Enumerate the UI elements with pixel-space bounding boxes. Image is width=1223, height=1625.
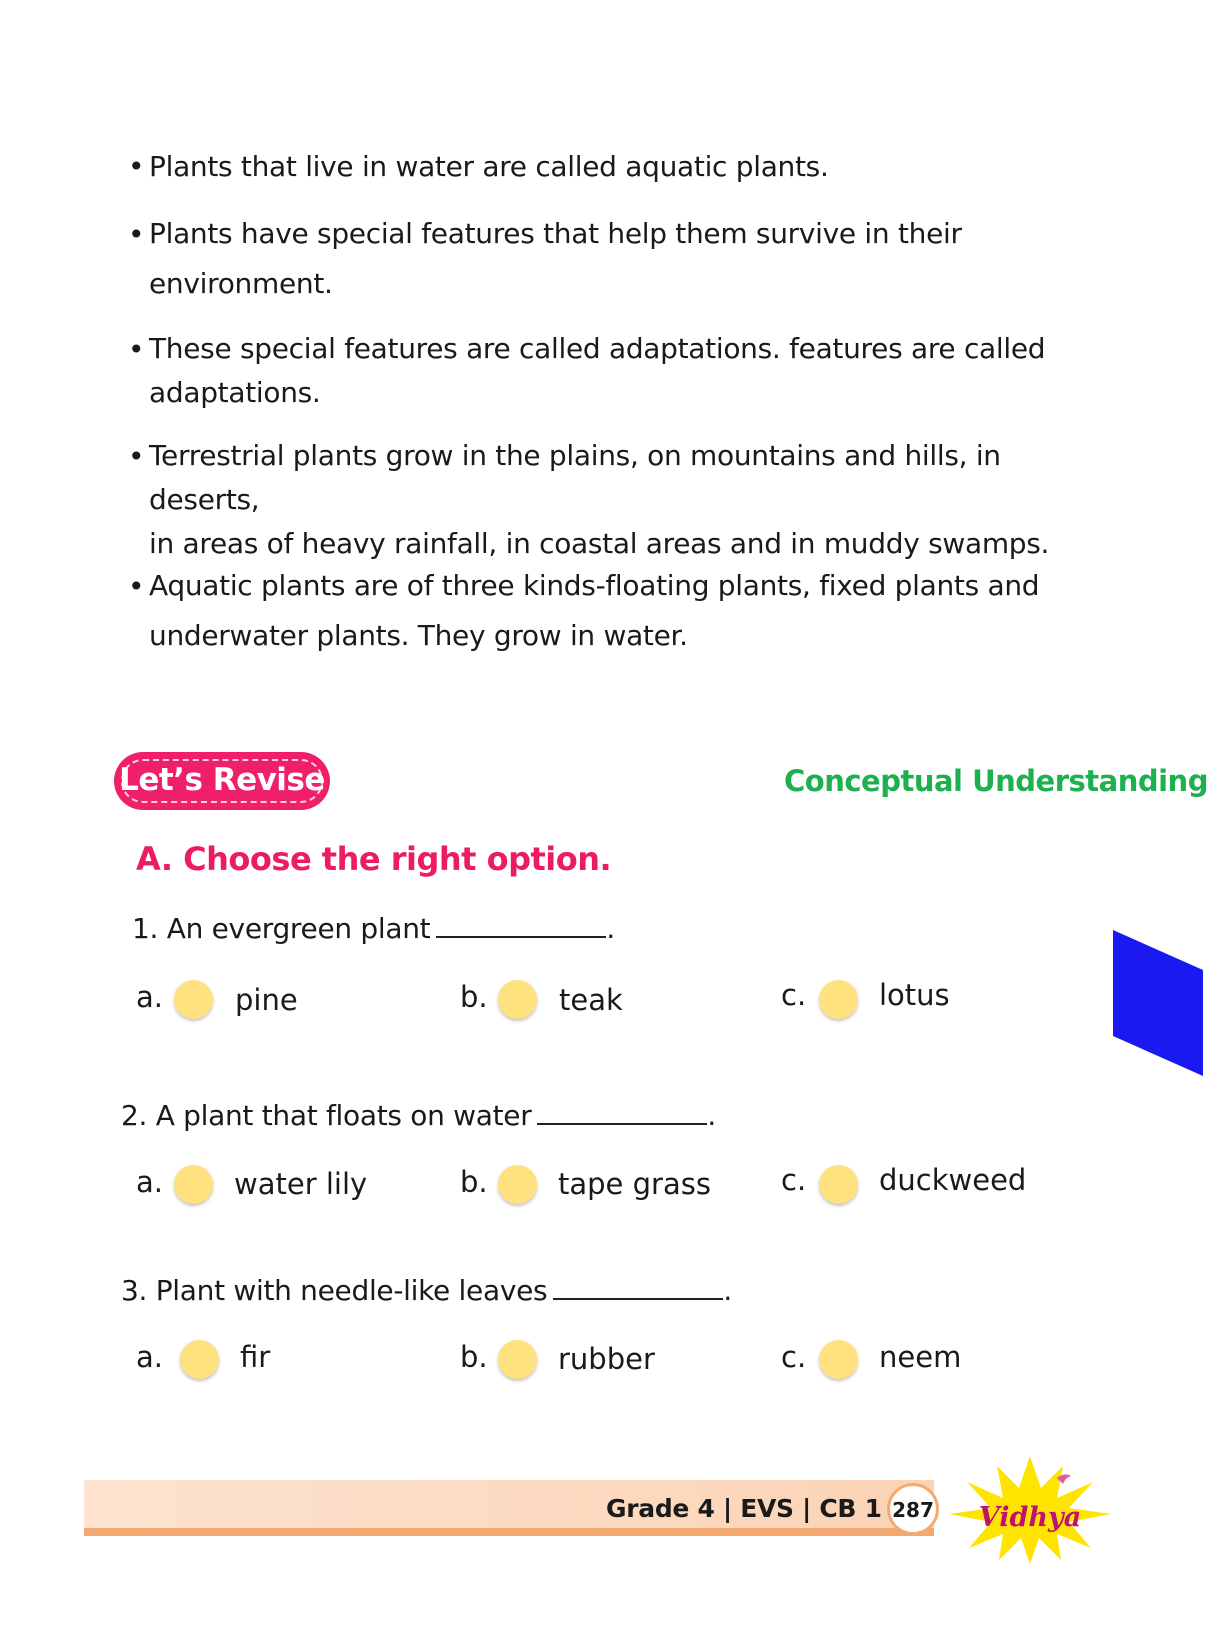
bullet-line: Plants have special features that help them survive in their	[149, 217, 962, 250]
bullet-line: Terrestrial plants grow in the plains, on mountains and hills, in deserts,	[149, 439, 1001, 516]
summary-bullet-4	[128, 439, 1108, 560]
option-circle-icon[interactable]	[819, 980, 858, 1019]
option-letter: c.	[781, 1340, 807, 1374]
answer-blank[interactable]	[537, 1123, 707, 1125]
bullet-mark: •	[128, 218, 145, 251]
section-heading: A. Choose the right option.	[136, 840, 612, 878]
option-text: tape grass	[558, 1167, 711, 1201]
option-1a[interactable]	[136, 980, 336, 1026]
option-circle-icon[interactable]	[174, 1165, 213, 1204]
vidhya-logo	[945, 1452, 1115, 1564]
bullet-line: environment.	[149, 267, 333, 300]
option-text: lotus	[879, 978, 950, 1012]
option-circle-icon[interactable]	[819, 1165, 858, 1204]
summary-bullet-5	[128, 570, 1108, 665]
option-letter: a.	[136, 980, 163, 1014]
question-text: 2. A plant that floats on water	[121, 1099, 532, 1132]
option-text: neem	[879, 1340, 962, 1374]
footer-label: Grade 4 | EVS | CB 1	[606, 1494, 882, 1523]
option-circle-icon[interactable]	[498, 1340, 537, 1379]
option-text: teak	[559, 983, 623, 1017]
option-circle-icon[interactable]	[174, 980, 213, 1019]
option-text: pine	[235, 983, 298, 1017]
option-letter: a.	[136, 1165, 163, 1199]
option-2c[interactable]	[781, 1163, 1061, 1209]
option-circle-icon[interactable]	[498, 1165, 537, 1204]
option-circle-icon[interactable]	[819, 1340, 858, 1379]
summary-bullet-1	[128, 150, 1108, 190]
option-letter: c.	[781, 1163, 807, 1197]
logo-wordmark: Vidhya	[978, 1502, 1082, 1533]
option-text: fir	[240, 1340, 271, 1374]
lets-revise-badge	[114, 752, 330, 810]
answer-blank[interactable]	[553, 1298, 723, 1300]
question-text: 3. Plant with needle-like leaves	[121, 1274, 548, 1307]
bullet-line: These special features are called adaptations. features are called	[149, 332, 1046, 365]
question-text: 1. An evergreen plant	[132, 912, 431, 945]
question-1: 1. An evergreen plant .	[132, 912, 615, 945]
footer-stripe	[84, 1528, 934, 1536]
option-circle-icon[interactable]	[498, 980, 537, 1019]
option-letter: c.	[781, 978, 807, 1012]
option-2b[interactable]	[460, 1165, 720, 1211]
summary-bullet-3	[128, 333, 1108, 423]
conceptual-understanding-label: Conceptual Understanding	[784, 764, 1208, 798]
option-text: duckweed	[879, 1163, 1027, 1197]
option-letter: b.	[460, 1165, 488, 1199]
bullet-line: Aquatic plants are of three kinds-floating plants, fixed plants and	[149, 569, 1040, 602]
bullet-mark: •	[128, 570, 145, 603]
option-letter: a.	[136, 1340, 163, 1374]
blue-side-tab	[1113, 930, 1223, 1076]
question-3: 3. Plant with needle-like leaves .	[121, 1274, 732, 1307]
option-3b[interactable]	[460, 1340, 680, 1386]
bullet-mark: •	[128, 440, 145, 473]
option-circle-icon[interactable]	[180, 1340, 219, 1379]
option-1b[interactable]	[460, 980, 660, 1026]
page-number-badge	[887, 1483, 939, 1535]
bullet-line: in areas of heavy rainfall, in coastal areas and in muddy swamps.	[149, 527, 1050, 560]
option-text: rubber	[558, 1342, 655, 1376]
bullet-mark: •	[128, 150, 145, 183]
option-2a[interactable]	[136, 1165, 376, 1211]
lets-revise-label: Let’s Revise	[119, 762, 325, 798]
bullet-line: underwater plants. They grow in water.	[149, 619, 688, 652]
option-letter: b.	[460, 1340, 488, 1374]
option-3a[interactable]	[136, 1340, 336, 1386]
option-1c[interactable]	[781, 978, 1001, 1024]
bullet-line: adaptations.	[149, 376, 321, 409]
option-letter: b.	[460, 980, 488, 1014]
option-3c[interactable]	[781, 1340, 1001, 1386]
page-number: 287	[892, 1498, 934, 1522]
summary-bullet-2	[128, 218, 1108, 308]
bullet-line: Plants that live in water are called aquatic plants.	[149, 150, 829, 183]
bullet-mark: •	[128, 333, 145, 366]
option-text: water lily	[234, 1167, 368, 1201]
answer-blank[interactable]	[436, 936, 606, 938]
question-2: 2. A plant that floats on water .	[121, 1099, 717, 1132]
